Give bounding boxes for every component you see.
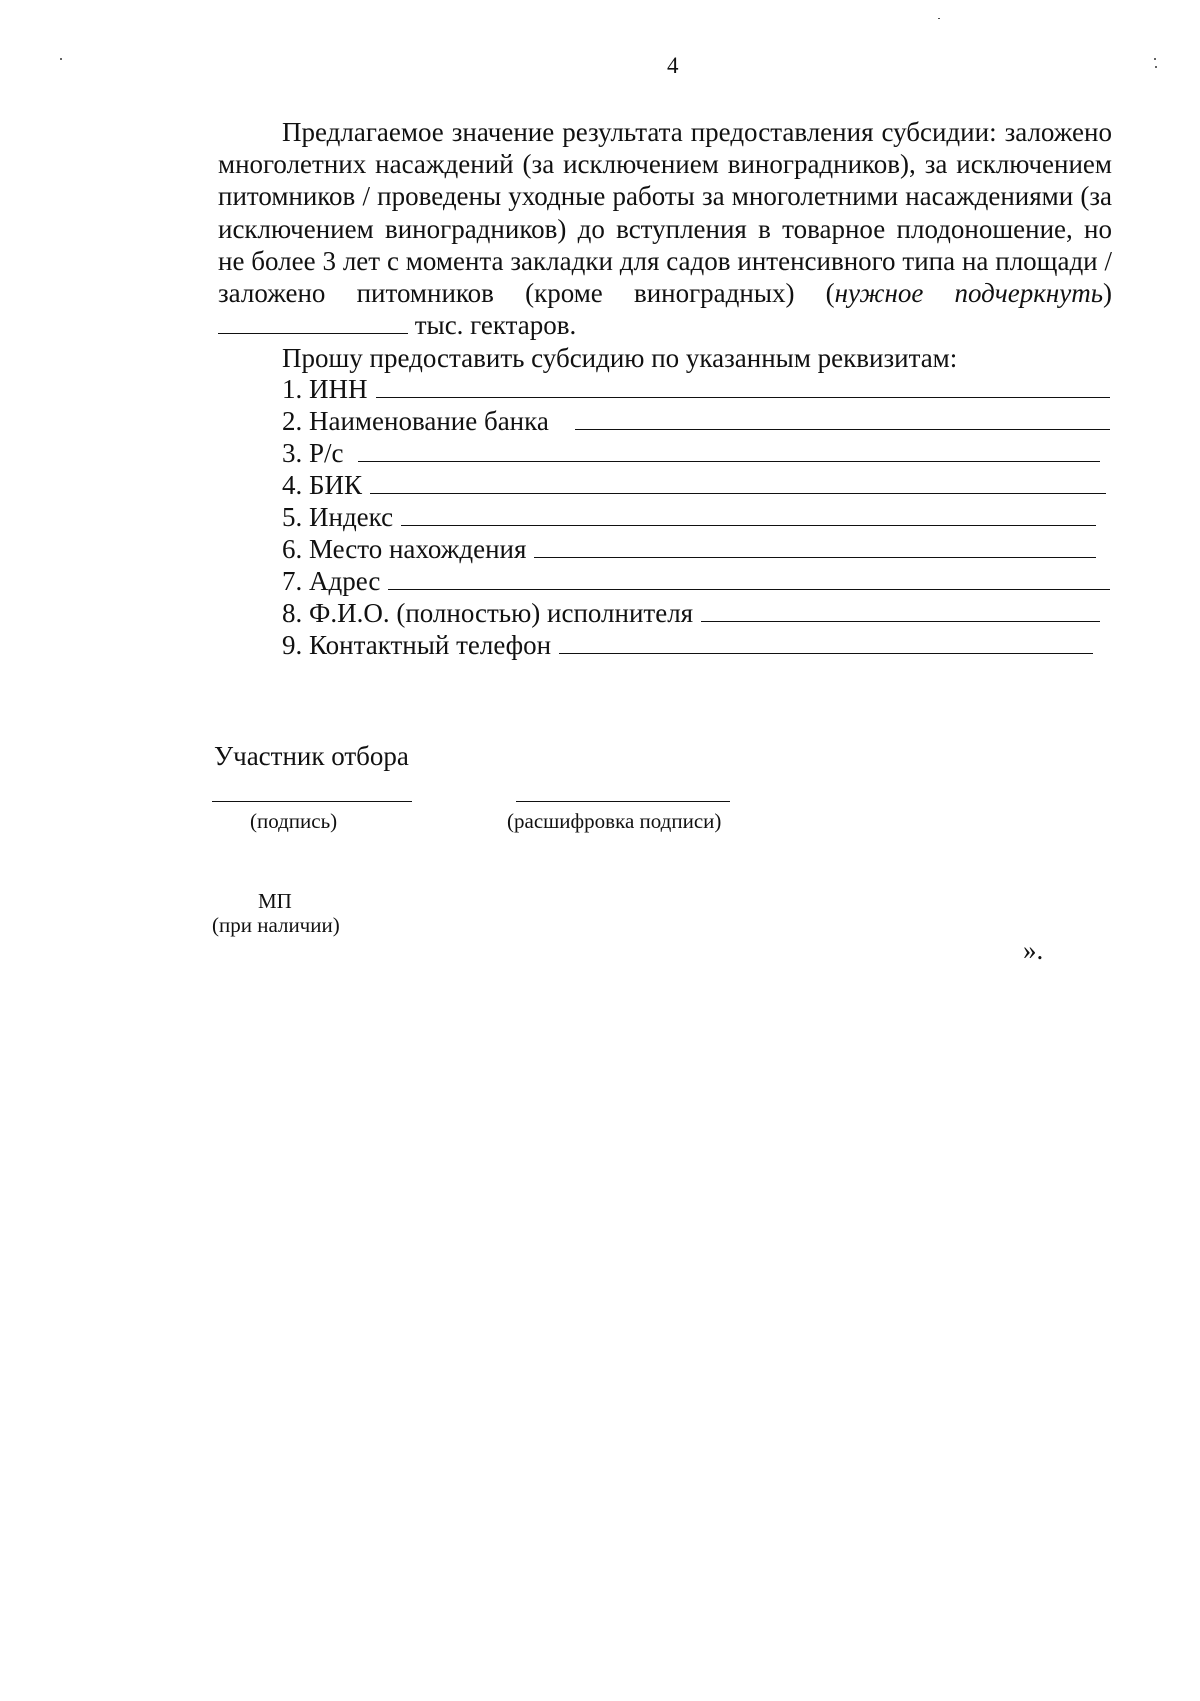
requisite-label: 7. Адрес — [282, 566, 381, 596]
signature-caption: (подпись) — [250, 809, 338, 833]
stamp-label: МП — [258, 889, 292, 913]
phone-input[interactable] — [559, 629, 1093, 654]
area-unit: тыс. гектаров. — [414, 310, 577, 341]
requisite-label: 9. Контактный телефон — [282, 630, 552, 660]
requisite-bik — [282, 469, 1106, 501]
scan-speck — [60, 58, 62, 60]
participant-label: Участник отбора — [214, 741, 409, 771]
requisite-executor-name — [282, 597, 1100, 629]
stamp-note: (при наличии) — [212, 913, 340, 937]
italic-note: нужное подчеркнуть — [834, 278, 1104, 309]
requisite-phone — [282, 629, 1093, 661]
requisite-label: 4. БИК — [282, 470, 363, 500]
requisite-label: 6. Место нахождения — [282, 534, 527, 564]
requisite-address — [282, 565, 1110, 597]
bank-name-input[interactable] — [575, 405, 1110, 430]
signature-line[interactable] — [212, 801, 412, 802]
scan-speck — [1154, 58, 1156, 60]
requisite-label: 2. Наименование банка — [282, 406, 549, 436]
area-value-field[interactable] — [218, 311, 408, 334]
requisite-label: 5. Индекс — [282, 502, 394, 532]
inn-input[interactable] — [376, 373, 1111, 398]
scan-speck — [938, 18, 940, 19]
page-number: 4 — [667, 53, 679, 78]
result-text-close: ) — [1103, 278, 1113, 309]
requisite-bank-name — [282, 405, 1110, 437]
requisite-label: 1. ИНН — [282, 374, 368, 404]
requisite-label: 3. Р/с — [282, 438, 344, 468]
result-text: Предлагаемое значение результата предоставления субсидии: заложено многолетних насаждений (за исключением виноградников), за исключением питомников / проведены уходные работы за многолетними насаждениями (за исключением виноградников) до вступления в товарное плодоношение, но не более 3 лет с момента закладки для садов интенсивного типа на площади / заложено питомников (кроме виноградных) ( — [218, 117, 1112, 309]
account-input[interactable] — [358, 437, 1100, 462]
signature-decode-line[interactable] — [516, 801, 730, 802]
result-paragraph — [218, 116, 1112, 341]
decode-caption: (расшифровка подписи) — [507, 809, 722, 833]
requisites-intro: Прошу предоставить субсидию по указанным реквизитам: — [282, 343, 958, 373]
index-input[interactable] — [401, 501, 1096, 526]
requisite-location — [282, 533, 1096, 565]
address-input[interactable] — [388, 565, 1110, 590]
requisite-index — [282, 501, 1096, 533]
location-input[interactable] — [534, 533, 1096, 558]
bik-input[interactable] — [370, 469, 1106, 494]
scan-speck — [1155, 66, 1157, 68]
executor-name-input[interactable] — [701, 597, 1100, 622]
requisite-account — [282, 437, 1100, 469]
requisite-inn — [282, 373, 1110, 405]
closing-quote: ». — [1023, 935, 1044, 965]
requisite-label: 8. Ф.И.О. (полностью) исполнителя — [282, 598, 694, 628]
